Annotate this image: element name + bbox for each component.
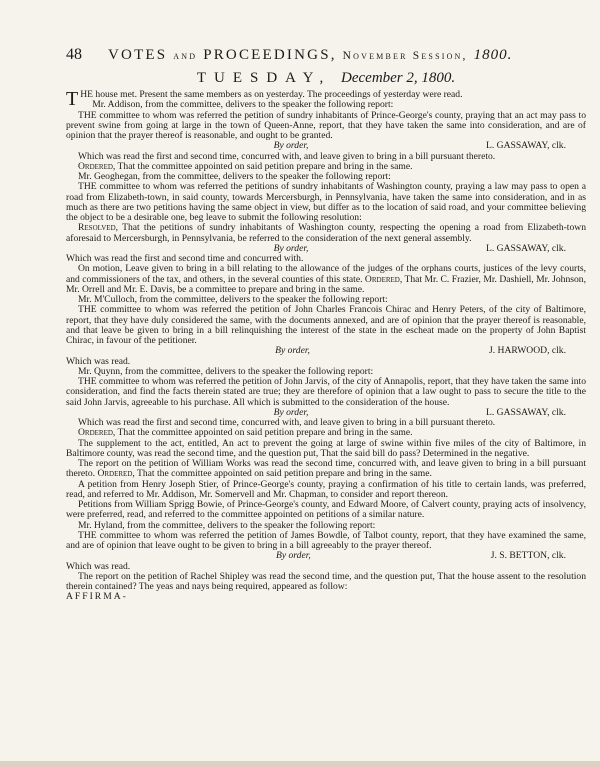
title-proceedings: PROCEEDINGS, bbox=[203, 47, 337, 63]
title-year: 1800. bbox=[473, 47, 513, 63]
day-date: December 2, 1800. bbox=[341, 70, 456, 86]
paragraph-text: On motion, Leave given to bring in a bill relating to the allowance of the judges of the orphans courts, justices of the levy courts, and commissioners of the tax, and others, in the several counties of this state. bbox=[66, 263, 586, 285]
paragraph-text: The report on the petition of William Works was read the second time, concurred with, and leave given to bring in a bill pursuant thereto. bbox=[66, 458, 586, 480]
paragraph bbox=[66, 459, 586, 480]
catchword: AFFIRMA- bbox=[66, 591, 128, 603]
signature-line bbox=[66, 141, 586, 151]
paragraph: Mr. M'Culloch, from the committee, delivers to the speaker the following report: bbox=[78, 294, 388, 305]
title-session: November Session, bbox=[342, 50, 468, 62]
paragraph: Which was read. bbox=[66, 560, 131, 572]
title-votes: VOTES bbox=[108, 47, 168, 63]
paragraph-text: That the committee appointed on said petition prepare and bring in the same. bbox=[115, 160, 413, 172]
resolution-paragraph bbox=[66, 223, 586, 244]
paragraph: The report on the petition of Rachel Shipley was read the second time, and the question put, That the house assent to the resolution therein contained? The yeas and nays being required, appeared as follow: bbox=[66, 570, 586, 592]
page-number: 48 bbox=[66, 46, 82, 63]
by-order: By order, bbox=[275, 550, 311, 562]
by-order: By order, bbox=[273, 140, 309, 152]
signature-line bbox=[66, 551, 586, 561]
by-order: By order, bbox=[273, 242, 309, 254]
ordered-label: Ordered, bbox=[78, 160, 116, 172]
report-text: THE committee to whom was referred the petition of John Jarvis, of the city of Annapolis, report, that they have taken the same into consideration, and find the facts therein stated are true; they are therefore of opinion that a law ought to pass to secure the title to the said John Jarvis, agreeable to his purchase. All which is submitted to the consideration of the house. bbox=[66, 376, 586, 408]
ordered-label: Ordered, bbox=[362, 273, 403, 285]
report-text: THE committee to whom was referred the petition of James Bowdle, of Talbot county, report, that they have examined the same, and are of opinion that leave ought to be given to bring in a bill agreeably to the prayer thereof. bbox=[66, 529, 586, 551]
day-name: TUESDAY, bbox=[196, 70, 332, 86]
signature-line bbox=[66, 346, 586, 356]
ordered-label: Ordered, bbox=[78, 427, 116, 439]
paragraph: Which was read the first and second time, concurred with, and leave given to bring in a bill pursuant thereto. bbox=[78, 417, 496, 428]
paragraph: Petitions from William Sprigg Bowie, of Prince-George's county, and Edward Moore, of Calvert county, praying acts of insolvency, were preferred, read, and referred to the committee appointed on petitions of a similar nature. bbox=[66, 499, 586, 521]
ordered-label: Ordered, bbox=[95, 468, 135, 480]
paragraph-text: HE house met. Present the same members as on yesterday. The proceedings of yesterday were read. bbox=[80, 89, 463, 100]
motion-paragraph bbox=[66, 264, 586, 295]
paragraph: Mr. Geoghegan, from the committee, delivers to the speaker the following report: bbox=[78, 171, 391, 182]
paragraph: Which was read. bbox=[66, 355, 131, 367]
paragraph: Which was read the first and second time and concurred with. bbox=[66, 253, 304, 264]
paragraph: The supplement to the act, entitled, An act to prevent the going at large of swine within five miles of the city of Baltimore, in Baltimore county, was read the second time, and the question put, That the said bill do pass? Determined in the negative. bbox=[66, 437, 586, 459]
paragraph: Mr. Hyland, from the committee, delivers to the speaker the following report: bbox=[78, 519, 376, 531]
clerk-name: J. S. BETTON, clk. bbox=[490, 550, 566, 562]
resolved-label: Resolved, bbox=[78, 222, 119, 234]
by-order: By order, bbox=[275, 345, 310, 357]
report-text: THE committee to whom was referred the petitions of sundry inhabitants of Washington county, praying a law may pass to open a road from Elizabeth-town, in said county, towards Mercersburgh, in Pennsylvania, have taken the same into consideration, and in as much as there are two petitions having the same object in view, but differ as to the location of said road, and your committee believing the object to be a desirable one, beg leave to submit the following resolution: bbox=[66, 181, 586, 223]
paragraph: Mr. Addison, from the committee, delivers to the speaker the following report: bbox=[92, 99, 394, 111]
paragraph-text: That Mr. C. Frazier, Mr. Dashiell, Mr. Johnson, Mr. Orrell and Mr. E. Davis, be a committee to prepare and bring in the same. bbox=[66, 273, 586, 295]
by-order: By order, bbox=[273, 406, 309, 418]
running-title bbox=[108, 47, 512, 64]
report-text: THE committee to whom was referred the petition of sundry inhabitants of Prince-George's county, praying that an act may pass to prevent swine from going at large in the town of Queen-Anne, report, that they have taken the same into consideration, and are of opinion that the prayer thereof is reasonable, and ought to be granted. bbox=[66, 109, 586, 141]
order-paragraph bbox=[66, 428, 586, 438]
paragraph: Mr. Quynn, from the committee, delivers to the speaker the following report: bbox=[78, 365, 374, 377]
clerk-name: L. GASSAWAY, clk. bbox=[486, 406, 566, 418]
paragraph-text: That the committee appointed on said petition prepare and bring in the same. bbox=[115, 427, 413, 439]
title-and: and bbox=[173, 50, 198, 62]
running-head bbox=[66, 46, 586, 68]
proceedings-body bbox=[66, 90, 586, 603]
paragraph: Which was read the first and second time, concurred with, and leave given to bring in a bill pursuant thereto. bbox=[78, 150, 496, 162]
report-text: THE committee to whom was referred the petition of John Charles Francois Chirac and Henry Peters, of the city of Baltimore, report, that they have duly considered the same, with the documents annexed, and are of opinion that the prayer thereof is reasonable, and that leave be given to bring in a bill relinquishing the interest of the state in the escheat made on the property of John Baptist Chirac, in favour of the petitioner. bbox=[66, 304, 586, 346]
page-edge bbox=[0, 761, 600, 767]
clerk-name: J. HARWOOD, clk. bbox=[488, 345, 566, 357]
paragraph: A petition from Henry Joseph Stier, of Prince-George's county, praying a confirmation of his title to certain lands, was preferred, read, and referred to Mr. Addison, Mr. Somervell and Mr. Chapman, to consider and report thereon. bbox=[66, 478, 586, 500]
day-heading bbox=[66, 70, 586, 90]
drop-cap: T bbox=[66, 88, 79, 110]
paragraph-text: That the petitions of sundry inhabitants of Washington county, respecting the opening a road from Elizabeth-town aforesaid to Mercersburgh, in Pennsylvania, be referred to the consideration of the next general assembly. bbox=[66, 222, 586, 244]
clerk-name: L. GASSAWAY, clk. bbox=[486, 242, 566, 254]
paragraph-text: That the committee appointed on said petition prepare and bring in the same. bbox=[134, 468, 432, 480]
clerk-name: L. GASSAWAY, clk. bbox=[486, 140, 566, 152]
